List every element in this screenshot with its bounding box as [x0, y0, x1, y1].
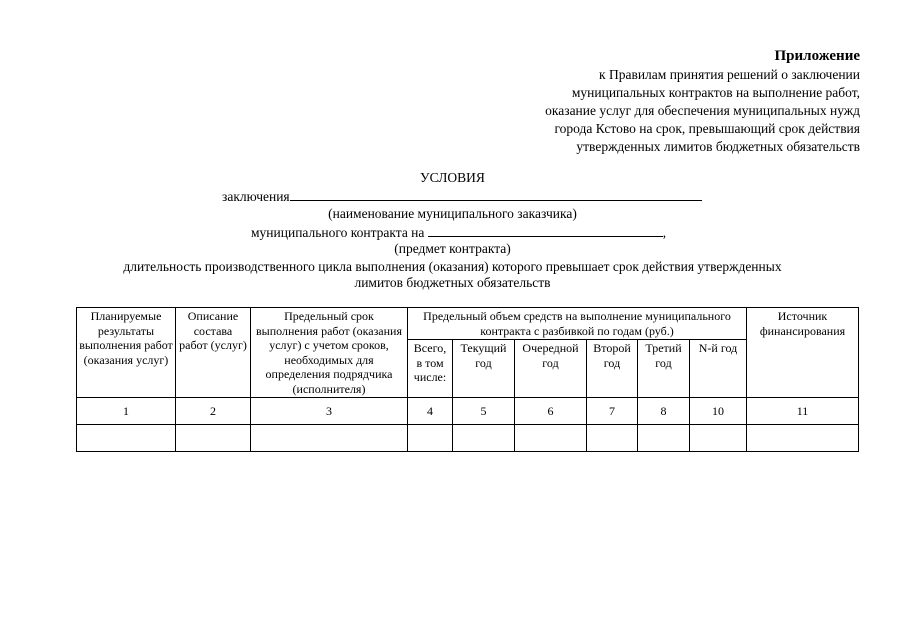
- appendix-line: оказание услуг для обеспечения муниципальных нужд: [545, 103, 860, 118]
- appendix-line: города Кстово на срок, превышающий срок действия: [554, 121, 860, 136]
- table-row: [77, 425, 859, 452]
- header-nth-year: N-й год: [690, 340, 747, 398]
- header-planned-results: Планируемые результаты выполнения работ (оказания услуг): [77, 308, 176, 398]
- column-number-row: [77, 398, 859, 425]
- contract-subject-blank[interactable]: [428, 223, 663, 237]
- column-number: 6: [515, 398, 587, 425]
- column-number: 7: [587, 398, 638, 425]
- header-current-year: Текущий год: [453, 340, 515, 398]
- conditions-table: [76, 307, 859, 452]
- appendix-title: Приложение: [774, 48, 860, 64]
- header-funding-source: Источник финансирования: [747, 308, 859, 398]
- contract-subject-caption: (предмет контракта): [394, 241, 511, 256]
- header-total: Всего, в том числе:: [408, 340, 453, 398]
- table-cell[interactable]: [251, 425, 408, 452]
- table-cell[interactable]: [587, 425, 638, 452]
- column-number: 4: [408, 398, 453, 425]
- table-cell[interactable]: [453, 425, 515, 452]
- column-number: 2: [176, 398, 251, 425]
- document-heading: УСЛОВИЯ: [420, 170, 485, 185]
- column-number: 8: [638, 398, 690, 425]
- appendix-line: муниципальных контрактов на выполнение работ,: [571, 85, 860, 100]
- customer-name-row: [222, 187, 702, 205]
- appendix-line: к Правилам принятия решений о заключении: [599, 67, 860, 82]
- table-cell[interactable]: [176, 425, 251, 452]
- table-cell[interactable]: [77, 425, 176, 452]
- customer-name-caption: (наименование муниципального заказчика): [328, 206, 577, 221]
- contract-subject-row: [251, 223, 666, 241]
- contract-prefix: муниципального контракта на: [251, 225, 425, 240]
- table-cell[interactable]: [690, 425, 747, 452]
- table-cell[interactable]: [747, 425, 859, 452]
- table-cell[interactable]: [515, 425, 587, 452]
- column-number: 10: [690, 398, 747, 425]
- column-number: 1: [77, 398, 176, 425]
- appendix-line: утвержденных лимитов бюджетных обязательств: [576, 139, 860, 154]
- contract-suffix: ,: [662, 225, 667, 240]
- header-funds-group: Предельный объем средств на выполнение муниципального контракта с разбивкой по годам (руб.): [408, 308, 747, 340]
- description-line: длительность производственного цикла выполнения (оказания) которого превышает срок действия утвержденных: [123, 259, 782, 274]
- header-third-year: Третий год: [638, 340, 690, 398]
- header-second-year: Второй год: [587, 340, 638, 398]
- column-number: 5: [453, 398, 515, 425]
- appendix-block: [545, 47, 860, 156]
- header-next-year: Очередной год: [515, 340, 587, 398]
- column-number: 11: [747, 398, 859, 425]
- header-work-description: Описание состава работ (услуг): [176, 308, 251, 398]
- header-deadline: Предельный срок выполнения работ (оказания услуг) с учетом сроков, необходимых для определения подрядчика (исполнителя): [251, 308, 408, 398]
- table-cell[interactable]: [408, 425, 453, 452]
- customer-prefix: заключения: [222, 189, 290, 204]
- column-number: 3: [251, 398, 408, 425]
- description-line: лимитов бюджетных обязательств: [354, 275, 551, 290]
- table-cell[interactable]: [638, 425, 690, 452]
- customer-name-blank[interactable]: [290, 187, 702, 201]
